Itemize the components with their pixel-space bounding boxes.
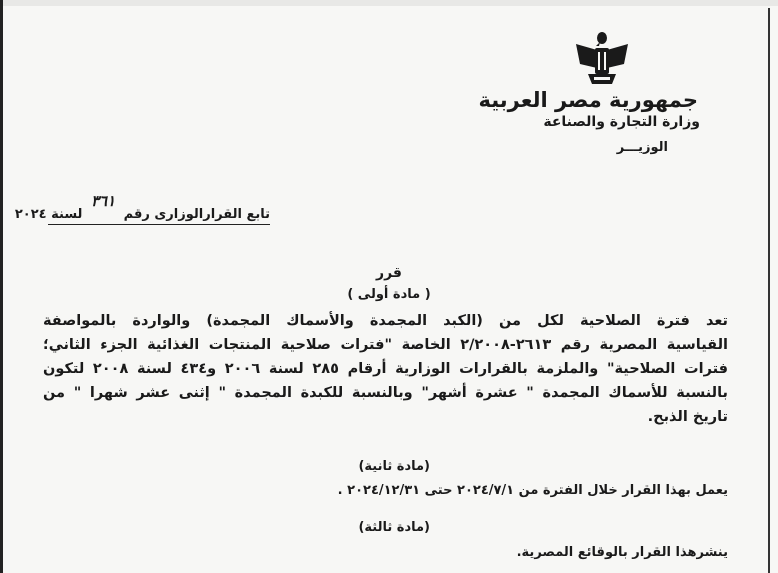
article1-body: [43, 309, 728, 429]
ministry-name: وزارة التجارة والصناعة: [543, 114, 700, 130]
scan-edge: [0, 0, 778, 6]
reference-number: ٣٦١: [90, 192, 116, 210]
reference-underline: [48, 224, 270, 225]
article2-text: يعمل بهذا القرار خلال الفترة من ٢٠٢٤/٧/١ حتى ٢٠٢٤/١٢/٣١ .: [337, 483, 728, 498]
article1-line: بالنسبة للأسماك المجمدة " عشرة أشهر" وبالنسبة للكبدة المجمدة " إثنى عشر شهرا " من: [43, 385, 728, 401]
article2-heading: (مادة ثانية): [358, 459, 430, 474]
decree-reference: [14, 192, 270, 222]
article1-line: فترات الصلاحية" والملزمة بالقرارات الوزارية أرقام ٢٨٥ لسنة ٢٠٠٦ و٤٣٤ لسنة ٢٠٠٨ لتكون: [43, 361, 729, 377]
decree-title: قرر: [376, 265, 402, 281]
article3-text: ينشرهذا القرار بالوقائع المصرية.: [516, 545, 728, 560]
article1-line: تاريخ الذبح.: [647, 409, 728, 425]
article1-heading: ( مادة أولى ): [347, 287, 431, 302]
reference-prefix: تابع القرارالوزارى رقم: [123, 207, 270, 222]
country-name: جمهورية مصر العربية: [478, 88, 698, 112]
office-name: الوزيـــر: [616, 140, 668, 155]
reference-year: لسنة ٢٠٢٤: [14, 207, 83, 222]
article1-line: تعد فترة الصلاحية لكل من (الكبد المجمدة والأسماك المجمدة) والواردة بالمواصفة: [43, 313, 728, 329]
eagle-emblem-icon: [570, 28, 634, 90]
article3-heading: (مادة ثالثة): [358, 520, 430, 535]
article1-line: القياسية المصرية رقم ٢٦١٣-٢/٢٠٠٨ الخاصة "فترات صلاحية المنتجات الغذائية الجزء الثاني؛: [43, 337, 728, 353]
